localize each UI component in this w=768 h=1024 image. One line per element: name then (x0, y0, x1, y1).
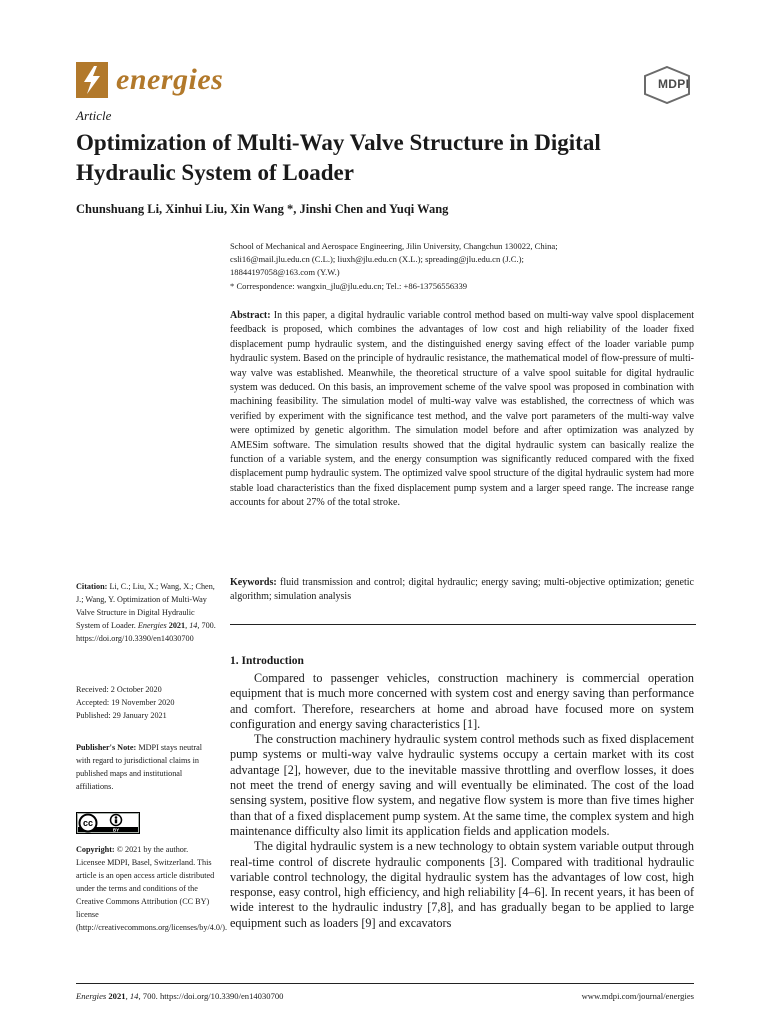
publisher-note-label: Publisher's Note: (76, 743, 137, 752)
affiliation-emails: csli16@mail.jlu.edu.cn (C.L.); liuxh@jlu.edu.cn (X.L.); spreading@jlu.edu.cn (J.C.); (230, 254, 524, 264)
affiliation-emails: 18844197058@163.com (Y.W.) (230, 267, 340, 277)
footer-journal: Energies (76, 991, 107, 1001)
body-text (230, 671, 694, 931)
citation-pages: 700. (199, 621, 216, 630)
footer-volume: , 14, (125, 991, 141, 1001)
accepted-date: Accepted: 19 November 2020 (76, 698, 175, 707)
keywords-label: Keywords: (230, 577, 277, 588)
citation-block (76, 580, 216, 645)
section-divider (230, 624, 696, 625)
published-date: Published: 29 January 2021 (76, 711, 167, 720)
cc-by-label: BY (112, 827, 120, 833)
paragraph: Compared to passenger vehicles, construction machinery is commercial operation equipment that is much more concerned with system cost and energy saving than performance and comfort. Therefore, researchers at home and abroad have focused more on system configuration and energy saving characteristics [1]. (230, 671, 694, 731)
footer-divider (76, 983, 694, 984)
author-list: Chunshuang Li, Xinhui Liu, Xin Wang *, Jinshi Chen and Yuqi Wang (76, 202, 449, 216)
publisher-note-text: MDPI stays neutral with regard to jurisdictional claims in published maps and institutional affiliations. (76, 743, 203, 791)
abstract (230, 309, 694, 511)
keywords (230, 576, 694, 605)
affiliation-line: School of Mechanical and Aerospace Engineering, Jilin University, Changchun 130022, China; (230, 241, 558, 251)
article-type: Article (76, 108, 112, 123)
copyright-block (76, 843, 228, 934)
citation-volume: , 14, (185, 621, 200, 630)
dates-block (76, 683, 216, 722)
citation-year: 2021 (166, 621, 186, 630)
citation-text: Li, C.; Liu, X.; Wang, X.; Chen, J.; Wang, Y. Optimization of Multi-Way Valve Structure in Digital Hydraulic System of Loader. (76, 582, 215, 630)
publisher-logo-text: MDPI (658, 77, 690, 91)
article-title: Optimization of Multi-Way Valve Structure in Digital Hydraulic System of Loader (76, 130, 601, 185)
paragraph: The digital hydraulic system is a new technology to obtain system variable output through real-time control of discrete hydraulic components [3]. Compared with traditional hydraulic variable control technology, the digital hydraulic system has the advantages of low cost, high response, easy control, high efficiency, and high reliability [4–6]. In recent years, it has been of wide interest to the hydraulic industry [7,8], and has gradually began to be applied to large equipment such as loaders [9] and excavators (230, 839, 694, 930)
citation-journal: Energies (137, 621, 167, 630)
cc-by-license-icon[interactable] (76, 812, 140, 834)
citation-doi-link[interactable]: https://doi.org/10.3390/en14030700 (76, 634, 194, 643)
abstract-label: Abstract: (230, 310, 271, 321)
copyright-label: Copyright: (76, 845, 115, 854)
section-heading: 1. Introduction (230, 655, 304, 667)
publisher-note (76, 741, 216, 793)
citation-label: Citation: (76, 582, 108, 591)
journal-name: energies (116, 63, 224, 96)
footer-journal-url[interactable]: www.mdpi.com/journal/energies (581, 991, 694, 1001)
correspondence: * Correspondence: wangxin_jlu@jlu.edu.cn; Tel.: +86-13756556339 (230, 281, 468, 291)
cc-label: cc (82, 818, 94, 828)
received-date: Received: 2 October 2020 (76, 685, 162, 694)
paragraph: The construction machinery hydraulic system control methods such as fixed displacement pump systems or multi-way valve hydraulic systems occupy a certain market with its cost advantage [2], however, due to the inevitable massive throttling and overflow losses, it does not meet the trend of energy saving and will eventually be eliminated. The cost of the load sensing system, positive flow system, and negative flow system is more than five times higher than that of a fixed displacement pump system. At the same time, the complex system and high maintenance difficulty also limit its application fields and application models. (230, 732, 694, 838)
affiliation-block (230, 240, 700, 279)
copyright-text: © 2021 by the author. Licensee MDPI, Basel, Switzerland. This article is an open access article distributed under the terms and conditions of the Creative Commons Attribution (CC BY) license (http://creativecommons.org/licenses/by/4.0/). (76, 845, 228, 932)
abstract-text: In this paper, a digital hydraulic variable control method based on multi-way valve spool displacement feedback is proposed, which combines the advantages of low cost and high reliability of the loader fixed displacement pump hydraulic system, and the distinguished energy saving effect of the loader variable pump hydraulic system. Based on the principle of hydraulic resistance, the mathematical model of flow-pressure of multi-way valve was established. Meanwhile, the theoretical structure of a valve spool suitable for digital hydraulic system was deduced. On this basis, an improvement scheme of the valve spool was proposed in combination with machining feasibility. The simulation model of multi-way valve was established, the correctness of which was verified by experiment with the significance test method, and the valve port parameters of the multi-way valve were optimized by genetic algorithm. The simulation model before and after optimization was analyzed by AMESim software. The simulation results showed that the digital hydraulic system can basically realize the function of a variable system, and the energy consumption was significantly reduced compared with the fixed displacement pump hydraulic system. The optimized valve spool structure of the digital hydraulic system had more stable load characteristics than the fixed displacement pump system and a larger speed range. The increase range accounts for about 27% of the total stroke. (230, 310, 694, 509)
footer-doi: 700. https://doi.org/10.3390/en14030700 (140, 991, 284, 1001)
footer-citation (76, 991, 283, 1001)
footer-year: 2021 (106, 991, 126, 1001)
keywords-text: fluid transmission and control; digital hydraulic; energy saving; multi-objective optimization; genetic algorithm; simulation analysis (230, 577, 694, 603)
energies-logo-icon (76, 62, 108, 98)
